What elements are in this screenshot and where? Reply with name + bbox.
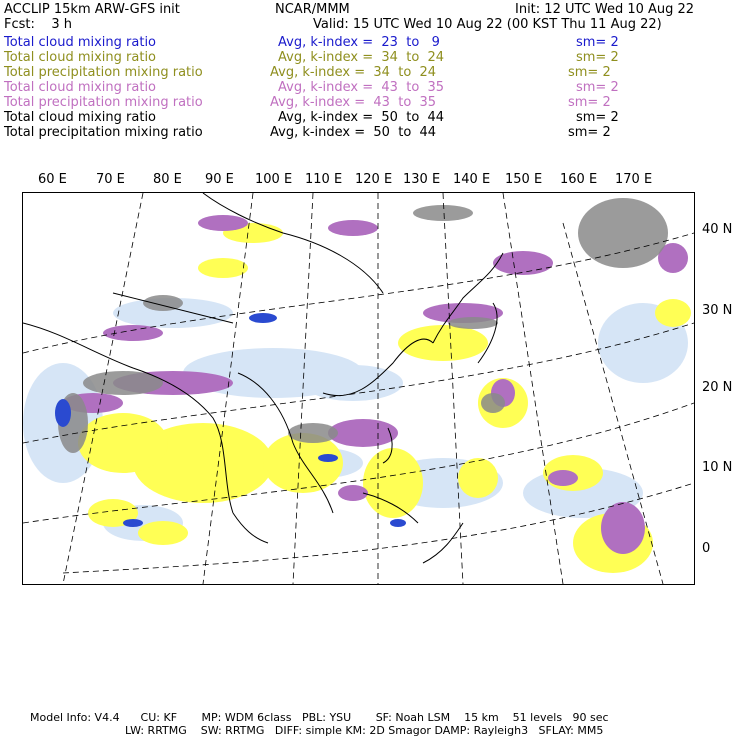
legend-sm-7: sm= 2 <box>568 125 611 140</box>
lat-label: 20 N <box>702 380 733 395</box>
valid-time: Valid: 15 UTC Wed 10 Aug 22 (00 KST Thu 11 Aug 22) <box>313 17 662 32</box>
legend-sm-3: sm= 2 <box>568 65 611 80</box>
lat-label: 30 N <box>702 303 733 318</box>
lon-label: 140 E <box>453 172 491 187</box>
legend-field-5: Total precipitation mixing ratio <box>4 95 203 110</box>
legend-avg-5: Avg, k-index = 43 to 35 <box>270 95 437 110</box>
lon-label: 120 E <box>355 172 393 187</box>
org-label: NCAR/MMM <box>275 2 350 17</box>
lon-label: 130 E <box>403 172 441 187</box>
legend-field-7: Total precipitation mixing ratio <box>4 125 203 140</box>
model-info-line1: Model Info: V4.4 CU: KF MP: WDM 6class PBL: YSU SF: Noah LSM 15 km 51 levels 90 sec <box>30 711 609 724</box>
model-info-line2: LW: RRTMG SW: RRTMG DIFF: simple KM: 2D Smagor DAMP: Rayleigh3 SFLAY: MM5 <box>125 724 604 737</box>
lon-label: 170 E <box>615 172 653 187</box>
lat-label: 10 N <box>702 460 733 475</box>
lat-label: 0 <box>702 541 711 556</box>
legend-sm-1: sm= 2 <box>576 35 619 50</box>
legend-avg-3: Avg, k-index = 34 to 24 <box>270 65 437 80</box>
lon-label: 80 E <box>153 172 182 187</box>
legend-field-3: Total precipitation mixing ratio <box>4 65 203 80</box>
map-panel <box>22 192 695 585</box>
legend-avg-7: Avg, k-index = 50 to 44 <box>270 125 437 140</box>
legend-sm-5: sm= 2 <box>568 95 611 110</box>
legend-avg-4: Avg, k-index = 43 to 35 <box>278 80 445 95</box>
init-time: Init: 12 UTC Wed 10 Aug 22 <box>515 2 695 17</box>
legend-field-1: Total cloud mixing ratio <box>4 35 157 50</box>
legend-avg-1: Avg, k-index = 23 to 9 <box>278 35 440 50</box>
lon-label: 100 E <box>255 172 293 187</box>
legend-sm-2: sm= 2 <box>576 50 619 65</box>
lon-label: 150 E <box>505 172 543 187</box>
lon-label: 70 E <box>96 172 125 187</box>
forecast-hour: Fcst: 3 h <box>4 17 73 32</box>
legend-field-4: Total cloud mixing ratio <box>4 80 157 95</box>
lon-label: 60 E <box>38 172 67 187</box>
lon-label: 110 E <box>305 172 343 187</box>
legend-field-6: Total cloud mixing ratio <box>4 110 157 125</box>
legend-avg-2: Avg, k-index = 34 to 24 <box>278 50 445 65</box>
legend-sm-6: sm= 2 <box>576 110 619 125</box>
legend-avg-6: Avg, k-index = 50 to 44 <box>278 110 445 125</box>
legend-field-2: Total cloud mixing ratio <box>4 50 157 65</box>
lon-label: 160 E <box>560 172 598 187</box>
lat-label: 40 N <box>702 222 733 237</box>
map-canvas <box>23 193 694 584</box>
legend-sm-4: sm= 2 <box>576 80 619 95</box>
run-title: ACCLIP 15km ARW-GFS init <box>4 2 180 17</box>
lon-label: 90 E <box>205 172 234 187</box>
